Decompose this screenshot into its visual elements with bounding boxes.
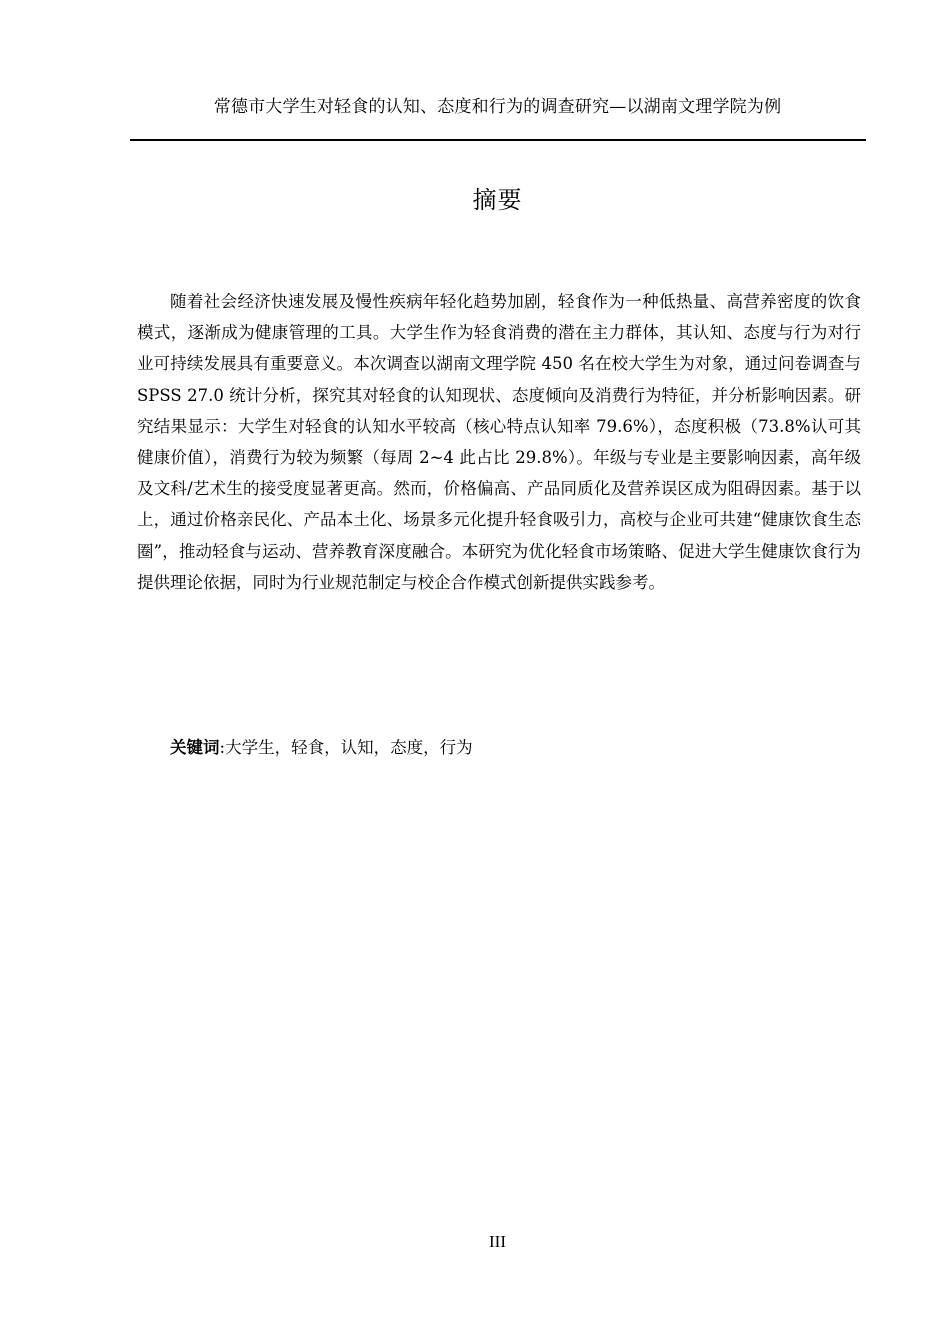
running-header: 常德市大学生对轻食的认知、态度和行为的调查研究—以湖南文理学院为例 — [213, 97, 782, 117]
keywords-line — [137, 732, 861, 763]
header-rule — [130, 139, 866, 141]
abstract-body: 随着社会经济快速发展及慢性疾病年轻化趋势加剧，轻食作为一种低热量、高营养密度的饮食模式，逐渐成为健康管理的工具。大学生作为轻食消费的潜在主力群体，其认知、态度与行为对行业可持续发展具有重要意义。本次调查以湖南文理学院 450 名在校大学生为对象，通过问卷调查与 SPSS 27.0 统计分析，探究其对轻食的认知现状、态度倾向及消费行为特征，并分析影响因素。研究结果显示：大学生对轻食的认知水平较高（核心特点认知率 79.6%），态度积极（73.8%认可其健康价值），消费行为较为频繁（每周 2~4 此占比 29.8%）。年级与专业是主要影响因素，高年级及文科/艺术生的接受度显著更高。然而，价格偏高、产品同质化及营养误区成为阻碍因素。基于以上，通过价格亲民化、产品本土化、场景多元化提升轻食吸引力，高校与企业可共建“健康饮食生态圈”，推动轻食与运动、营养教育深度融合。本研究为优化轻食市场策略、促进大学生健康饮食行为提供理论依据，同时为行业规范制定与校企合作模式创新提供实践参考。 — [137, 292, 861, 592]
keywords-separator: : — [219, 738, 226, 757]
page-number: III — [489, 1232, 506, 1251]
abstract-title: 摘要 — [472, 186, 523, 214]
keywords-label: 关键词 — [170, 738, 220, 757]
keywords-list: 大学生，轻食，认知，态度，行为 — [225, 738, 473, 757]
